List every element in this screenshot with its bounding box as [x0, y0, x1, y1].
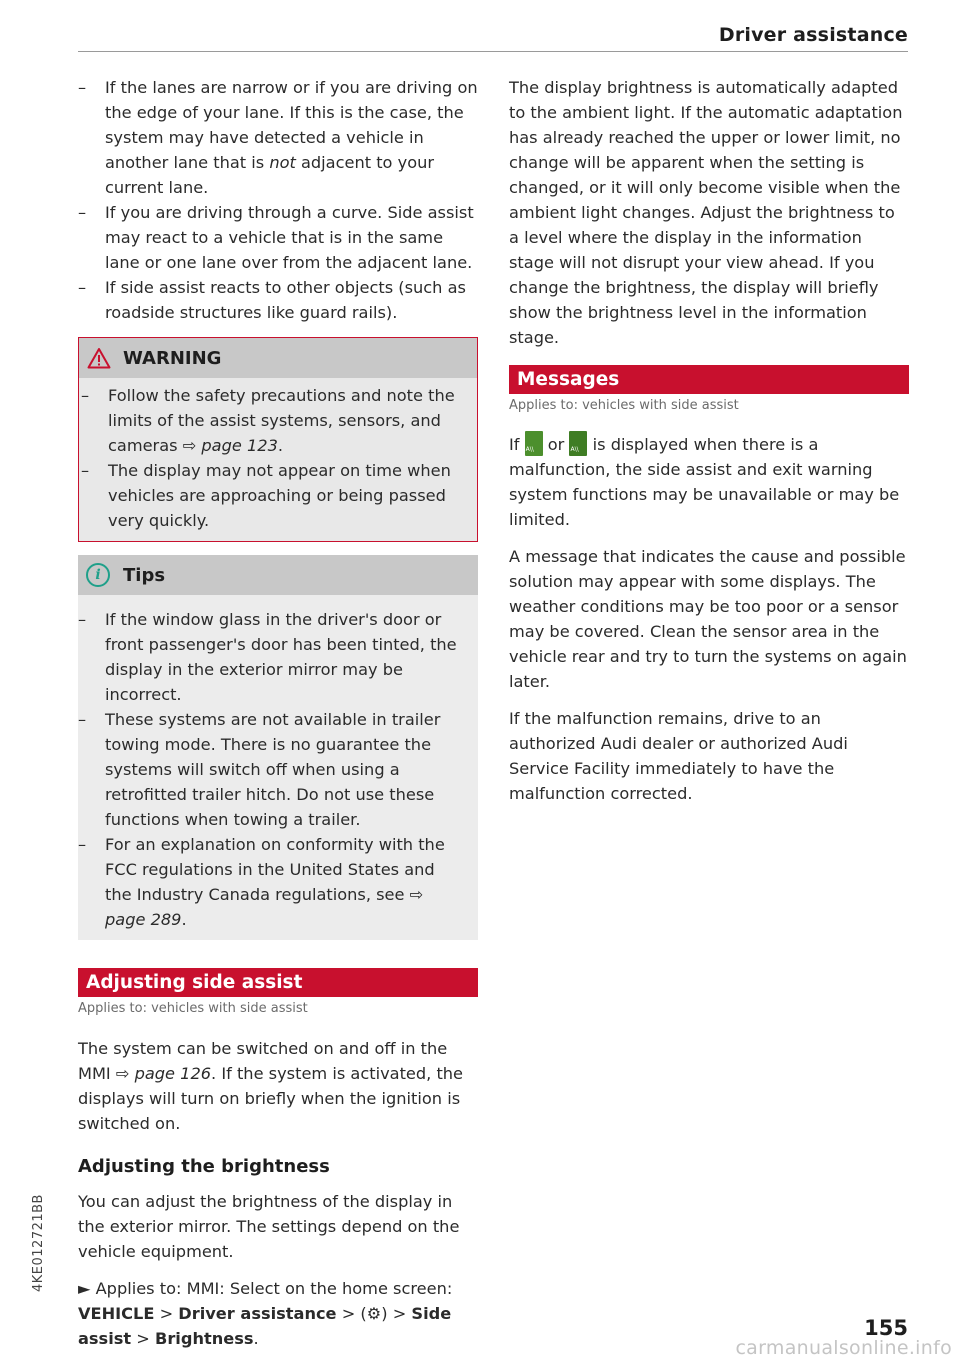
- warning-header: [79, 338, 477, 378]
- list-item: – If the window glass in the driver's door or front passenger's door has been tinted, the display in the exterior mirror may be incorrect.: [78, 607, 466, 707]
- tips-body: [78, 595, 478, 940]
- page-reference-link[interactable]: ⇨ page 126: [115, 1064, 212, 1083]
- messages-heading: Messages: [509, 365, 909, 394]
- side-assist-malfunction-icon: A\\: [569, 431, 587, 456]
- list-item: – If you are driving through a curve. Side assist may react to a vehicle that is in the same lane or one lane over from the adjacent lane.: [78, 200, 478, 275]
- list-item: – The display may not appear on time when vehicles are approaching or being passed very quickly.: [81, 458, 463, 533]
- header-divider: [78, 51, 908, 52]
- messages-paragraph-1: If A\\ or A\\ is displayed when there is a malfunction, the side assist and exit warning system functions may be unavailable or may be limited.: [509, 431, 909, 532]
- messages-paragraph-3: If the malfunction remains, drive to an authorized Audi dealer or authorized Audi Service Facility immediately to have the malfunction corrected.: [509, 709, 848, 803]
- warning-title: WARNING: [123, 347, 222, 369]
- mmi-step: ► Applies to: MMI: Select on the home screen: VEHICLE > Driver assistance > (⚙) > Side assist > Brightness.: [78, 1279, 453, 1348]
- left-column: [78, 75, 478, 1351]
- brightness-auto-paragraph: The display brightness is automatically adapted to the ambient light. If the automatic adaptation has already reached the upper or lower limit, no change will be apparent when the setting is changed, or it will only become visible when the ambient light changes. Adjust the brightness to a level where the display in the information stage will not disrupt your view ahead. If you change the brightness, the display will briefly show the brightness level in the information stage.: [509, 78, 903, 347]
- page-number: 155: [864, 1316, 908, 1340]
- applies-note: Applies to: vehicles with side assist: [78, 1001, 308, 1016]
- list-item: – If side assist reacts to other objects (such as roadside structures like guard rails).: [78, 275, 478, 325]
- document-code: 4KE012721BB: [31, 1194, 46, 1292]
- warning-box: [78, 337, 478, 542]
- page-reference-link[interactable]: ⇨ page 289: [105, 885, 424, 929]
- page-reference-link[interactable]: ⇨ page 123: [182, 436, 278, 455]
- right-column: [509, 75, 909, 806]
- section-title: Driver assistance: [718, 24, 908, 46]
- adjusting-side-assist-heading: Adjusting side assist: [78, 968, 478, 997]
- watermark: carmanualsonline.info: [735, 1337, 952, 1359]
- intro-list: [78, 75, 478, 325]
- settings-gear-icon: (⚙): [360, 1304, 388, 1323]
- applies-note: Applies to: vehicles with side assist: [509, 398, 739, 413]
- adjusting-paragraph: The system can be switched on and off in the MMI ⇨ page 126. If the system is activated, the displays will turn on briefly when the ignition is switched on.: [78, 1039, 464, 1133]
- info-icon: i: [86, 563, 110, 587]
- tips-box: [78, 555, 478, 940]
- list-item: – If the lanes are narrow or if you are driving on the edge of your lane. If this is the case, the system may have detected a vehicle in another lane that is not adjacent to your current lane.: [78, 75, 478, 200]
- warning-triangle-icon: [87, 347, 111, 369]
- warning-body: [79, 378, 477, 541]
- list-item: – Follow the safety precautions and note the limits of the assist systems, sensors, and cameras ⇨ page 123.: [81, 383, 463, 458]
- tips-header: [78, 555, 478, 595]
- brightness-paragraph: You can adjust the brightness of the display in the exterior mirror. The settings depend on the vehicle equipment.: [78, 1192, 460, 1261]
- brightness-subheading: Adjusting the brightness: [78, 1156, 330, 1177]
- list-item: – These systems are not available in trailer towing mode. There is no guarantee the systems will switch off when using a retrofitted trailer hitch. Do not use these functions when towing a trailer.: [78, 707, 466, 832]
- tips-title: Tips: [123, 564, 166, 586]
- messages-paragraph-2: A message that indicates the cause and possible solution may appear with some displays. The weather conditions may be too poor or a sensor may be covered. Clean the sensor area in the vehicle rear and try to turn the systems on again later.: [509, 547, 907, 691]
- side-assist-indicator-icon: A\\: [525, 431, 543, 456]
- list-item: – For an explanation on conformity with the FCC regulations in the United States and the Industry Canada regulations, see ⇨ page 289.: [78, 832, 466, 932]
